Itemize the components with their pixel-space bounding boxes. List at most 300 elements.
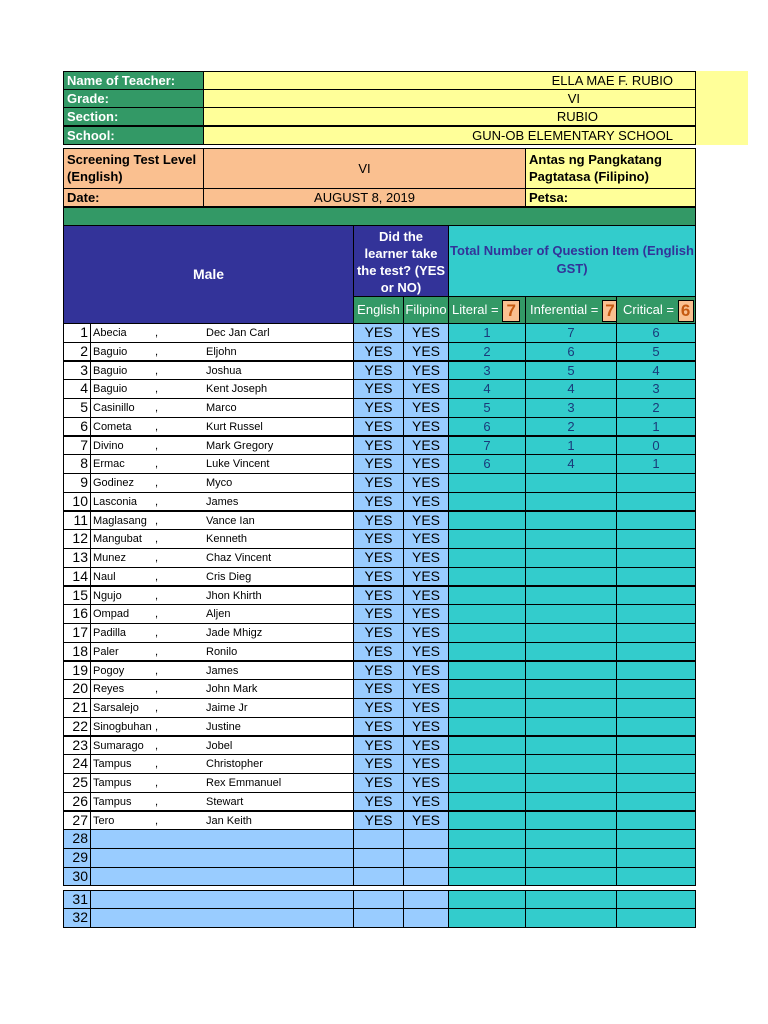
english-answer[interactable]: YES <box>353 342 404 362</box>
english-header: English <box>353 296 404 324</box>
student-name-cell[interactable] <box>90 698 354 718</box>
filipino-answer[interactable]: YES <box>403 679 449 699</box>
english-answer[interactable]: YES <box>353 361 404 381</box>
inferential-score[interactable] <box>525 473 617 493</box>
student-name-cell[interactable] <box>90 792 354 812</box>
student-name-cell[interactable] <box>90 867 354 887</box>
literal-score[interactable] <box>448 736 526 756</box>
critical-score[interactable] <box>616 567 696 587</box>
critical-score[interactable] <box>616 511 696 531</box>
filipino-answer[interactable]: YES <box>403 454 449 474</box>
filipino-answer[interactable] <box>403 908 449 928</box>
english-answer[interactable] <box>353 908 404 928</box>
row-number: 30 <box>63 867 91 887</box>
literal-score[interactable] <box>448 642 526 662</box>
filipino-answer[interactable]: YES <box>403 661 449 681</box>
student-name-cell[interactable] <box>90 398 354 418</box>
english-answer[interactable]: YES <box>353 623 404 643</box>
inferential-score[interactable]: 4 <box>525 454 617 474</box>
critical-score[interactable] <box>616 867 696 887</box>
inferential-score[interactable] <box>525 829 617 849</box>
literal-score[interactable] <box>448 604 526 624</box>
inferential-score[interactable]: 6 <box>525 342 617 362</box>
name-separator: , <box>155 777 159 789</box>
name-separator: , <box>155 720 159 733</box>
literal-score[interactable] <box>448 890 526 910</box>
student-name-cell[interactable] <box>90 908 354 928</box>
filipino-answer[interactable]: YES <box>403 398 449 418</box>
filipino-answer[interactable]: YES <box>403 773 449 793</box>
inferential-score[interactable] <box>525 679 617 699</box>
literal-score[interactable]: 3 <box>448 361 526 381</box>
critical-value[interactable]: 6 <box>678 300 694 322</box>
english-answer[interactable]: YES <box>353 417 404 437</box>
literal-score[interactable]: 6 <box>448 454 526 474</box>
filipino-answer[interactable]: YES <box>403 623 449 643</box>
english-answer[interactable]: YES <box>353 567 404 587</box>
inferential-score[interactable] <box>525 754 617 774</box>
inferential-value[interactable]: 7 <box>602 300 617 322</box>
row-number: 15 <box>63 586 91 606</box>
first-name: Kent Joseph <box>206 383 268 396</box>
english-answer[interactable]: YES <box>353 754 404 774</box>
first-name: Jaime Jr <box>206 702 248 714</box>
did-take-line1: Did the <box>378 229 424 244</box>
critical-score[interactable] <box>616 604 696 624</box>
critical-score[interactable] <box>616 773 696 793</box>
literal-score[interactable] <box>448 754 526 774</box>
last-name: Naul <box>93 570 116 583</box>
literal-score[interactable] <box>448 811 526 831</box>
critical-score[interactable] <box>616 661 696 681</box>
teacher-value[interactable]: ELLA MAE F. RUBIO <box>203 71 696 90</box>
literal-score[interactable] <box>448 908 526 928</box>
critical-score[interactable] <box>616 679 696 699</box>
filipino-answer[interactable]: YES <box>403 529 449 549</box>
first-name: Dec Jan Carl <box>206 327 270 339</box>
name-separator: , <box>155 758 159 771</box>
row-number: 8 <box>63 454 91 474</box>
student-name-cell[interactable] <box>90 567 354 587</box>
critical-score[interactable] <box>616 473 696 493</box>
inferential-score[interactable] <box>525 586 617 606</box>
first-name: Justine <box>206 720 241 733</box>
literal-value[interactable]: 7 <box>502 300 520 322</box>
literal-score[interactable] <box>448 867 526 887</box>
inferential-score[interactable] <box>525 717 617 737</box>
student-name-cell[interactable] <box>90 829 354 849</box>
yellow-margin-strip <box>695 71 748 145</box>
filipino-answer[interactable]: YES <box>403 323 449 343</box>
english-answer[interactable]: YES <box>353 454 404 474</box>
literal-score[interactable] <box>448 473 526 493</box>
critical-score[interactable]: 3 <box>616 379 696 399</box>
literal-score[interactable] <box>448 698 526 718</box>
student-name-cell[interactable] <box>90 492 354 512</box>
inferential-score[interactable] <box>525 492 617 512</box>
filipino-answer[interactable]: YES <box>403 604 449 624</box>
literal-score[interactable] <box>448 529 526 549</box>
last-name: Godinez <box>93 477 134 489</box>
inferential-score[interactable]: 2 <box>525 417 617 437</box>
critical-score[interactable]: 1 <box>616 454 696 474</box>
total-questions-line2: GST) <box>556 261 588 276</box>
english-answer[interactable]: YES <box>353 492 404 512</box>
filipino-answer[interactable]: YES <box>403 717 449 737</box>
row-number: 4 <box>63 379 91 399</box>
name-separator: , <box>155 683 159 696</box>
name-separator: , <box>155 533 159 546</box>
literal-score[interactable]: 1 <box>448 323 526 343</box>
critical-score[interactable] <box>616 754 696 774</box>
row-number: 20 <box>63 679 91 699</box>
last-name: Baguio <box>93 383 128 396</box>
filipino-answer[interactable]: YES <box>403 698 449 718</box>
student-name-cell[interactable] <box>90 586 354 606</box>
student-name-cell[interactable] <box>90 623 354 643</box>
literal-score[interactable] <box>448 623 526 643</box>
last-name: Casinillo <box>93 402 135 414</box>
inferential-score[interactable] <box>525 642 617 662</box>
row-number: 28 <box>63 829 91 849</box>
filipino-answer[interactable]: YES <box>403 736 449 756</box>
critical-score[interactable]: 0 <box>616 436 696 456</box>
english-answer[interactable]: YES <box>353 473 404 493</box>
first-name: Vance Ian <box>206 514 255 527</box>
english-answer[interactable]: YES <box>353 548 404 568</box>
filipino-answer[interactable]: YES <box>403 792 449 812</box>
literal-score[interactable] <box>448 829 526 849</box>
student-name-cell[interactable] <box>90 679 354 699</box>
critical-score[interactable]: 5 <box>616 342 696 362</box>
student-name-cell[interactable] <box>90 642 354 662</box>
filipino-answer[interactable]: YES <box>403 754 449 774</box>
first-name: Rex Emmanuel <box>206 777 282 789</box>
inferential-score[interactable]: 3 <box>525 398 617 418</box>
student-name-cell[interactable] <box>90 379 354 399</box>
inferential-score[interactable] <box>525 811 617 831</box>
last-name: Ngujo <box>93 589 122 602</box>
name-separator: , <box>155 645 159 658</box>
english-answer[interactable]: YES <box>353 323 404 343</box>
row-number: 6 <box>63 417 91 437</box>
critical-score[interactable] <box>616 717 696 737</box>
first-name: Joshua <box>206 364 242 377</box>
critical-score[interactable] <box>616 642 696 662</box>
filipino-answer[interactable]: YES <box>403 361 449 381</box>
first-name: John Mark <box>206 683 258 696</box>
last-name: Pogoy <box>93 664 125 677</box>
english-answer[interactable]: YES <box>353 586 404 606</box>
last-name: Baguio <box>93 364 128 377</box>
english-answer[interactable] <box>353 829 404 849</box>
critical-score[interactable]: 4 <box>616 361 696 381</box>
english-answer[interactable]: YES <box>353 604 404 624</box>
last-name: Abecia <box>93 327 127 339</box>
english-answer[interactable] <box>353 848 404 868</box>
critical-score[interactable] <box>616 492 696 512</box>
critical-score[interactable] <box>616 736 696 756</box>
student-name-cell[interactable] <box>90 717 354 737</box>
literal-score[interactable] <box>448 717 526 737</box>
student-name-cell[interactable] <box>90 417 354 437</box>
english-answer[interactable] <box>353 890 404 910</box>
literal-header <box>448 296 526 324</box>
inferential-score[interactable]: 5 <box>525 361 617 381</box>
row-number: 12 <box>63 529 91 549</box>
date-value[interactable]: AUGUST 8, 2019 <box>203 188 526 207</box>
last-name: Tampus <box>93 758 132 771</box>
screening-value[interactable]: VI <box>203 148 526 189</box>
last-name: Tampus <box>93 795 132 808</box>
english-answer[interactable]: YES <box>353 679 404 699</box>
name-separator: , <box>155 420 159 433</box>
first-name: James <box>206 664 239 677</box>
critical-score[interactable]: 1 <box>616 417 696 437</box>
inferential-score[interactable] <box>525 661 617 681</box>
antas-label-line2: Pagtatasa (Filipino) <box>529 169 649 184</box>
last-name: Lasconia <box>93 495 138 508</box>
inferential-score[interactable] <box>525 623 617 643</box>
grade-label: Grade: <box>63 89 204 108</box>
student-name-cell[interactable] <box>90 736 354 756</box>
english-answer[interactable]: YES <box>353 661 404 681</box>
critical-score[interactable] <box>616 811 696 831</box>
student-name-cell[interactable] <box>90 361 354 381</box>
inferential-score[interactable] <box>525 698 617 718</box>
last-name: Maglasang <box>93 514 147 527</box>
inferential-header <box>525 296 617 324</box>
grade-value[interactable]: VI <box>203 89 696 108</box>
row-number: 25 <box>63 773 91 793</box>
english-answer[interactable]: YES <box>353 773 404 793</box>
row-number: 14 <box>63 567 91 587</box>
literal-score[interactable] <box>448 567 526 587</box>
first-name: Jade Mhigz <box>206 627 263 639</box>
inferential-score[interactable] <box>525 736 617 756</box>
critical-score[interactable] <box>616 829 696 849</box>
first-name: Chaz Vincent <box>206 552 272 564</box>
first-name: Luke Vincent <box>206 458 270 471</box>
last-name: Tampus <box>93 777 132 789</box>
filipino-answer[interactable]: YES <box>403 417 449 437</box>
row-number: 22 <box>63 717 91 737</box>
student-name-cell[interactable] <box>90 604 354 624</box>
english-answer[interactable]: YES <box>353 792 404 812</box>
english-answer[interactable] <box>353 867 404 887</box>
date-label: Date: <box>63 188 204 207</box>
filipino-answer[interactable]: YES <box>403 342 449 362</box>
row-number: 18 <box>63 642 91 662</box>
inferential-score[interactable] <box>525 848 617 868</box>
name-separator: , <box>155 664 159 677</box>
first-name: Aljen <box>206 608 231 621</box>
student-name-cell[interactable] <box>90 848 354 868</box>
literal-score[interactable]: 7 <box>448 436 526 456</box>
student-name-cell[interactable] <box>90 773 354 793</box>
english-answer[interactable]: YES <box>353 436 404 456</box>
inferential-score[interactable]: 4 <box>525 379 617 399</box>
literal-score[interactable] <box>448 511 526 531</box>
literal-score[interactable] <box>448 661 526 681</box>
english-answer[interactable]: YES <box>353 379 404 399</box>
inferential-score[interactable] <box>525 867 617 887</box>
student-name-cell[interactable] <box>90 890 354 910</box>
inferential-score[interactable] <box>525 604 617 624</box>
row-number: 23 <box>63 736 91 756</box>
filipino-answer[interactable]: YES <box>403 379 449 399</box>
last-name: Tero <box>93 814 115 827</box>
inferential-score[interactable] <box>525 548 617 568</box>
row-number: 11 <box>63 511 91 531</box>
did-take-line2: learner take <box>364 246 438 261</box>
literal-score[interactable]: 2 <box>448 342 526 362</box>
last-name: Sumarago <box>93 739 144 752</box>
literal-score[interactable] <box>448 848 526 868</box>
last-name: Sarsalejo <box>93 702 139 714</box>
name-separator: , <box>155 608 159 621</box>
critical-score[interactable] <box>616 848 696 868</box>
row-number: 2 <box>63 342 91 362</box>
section-label: Section: <box>63 107 204 126</box>
filipino-answer[interactable]: YES <box>403 473 449 493</box>
last-name: Padilla <box>93 627 127 639</box>
first-name: Cris Dieg <box>206 570 252 583</box>
english-answer[interactable]: YES <box>353 642 404 662</box>
name-separator: , <box>155 383 159 396</box>
last-name: Reyes <box>93 683 125 696</box>
last-name: Ompad <box>93 608 130 621</box>
first-name: Ronilo <box>206 645 238 658</box>
student-name-cell[interactable] <box>90 436 354 456</box>
filipino-answer[interactable]: YES <box>403 511 449 531</box>
filipino-answer[interactable]: YES <box>403 492 449 512</box>
last-name: Divino <box>93 439 124 452</box>
english-answer[interactable]: YES <box>353 529 404 549</box>
section-value[interactable]: RUBIO <box>203 107 696 126</box>
inferential-score[interactable]: 1 <box>525 436 617 456</box>
critical-score[interactable] <box>616 792 696 812</box>
literal-label: Literal = <box>452 302 499 317</box>
filipino-answer[interactable]: YES <box>403 548 449 568</box>
literal-score[interactable] <box>448 679 526 699</box>
did-take-line4: or NO) <box>380 280 422 295</box>
student-name-cell[interactable] <box>90 511 354 531</box>
filipino-answer[interactable]: YES <box>403 436 449 456</box>
critical-score[interactable] <box>616 698 696 718</box>
filipino-answer[interactable]: YES <box>403 586 449 606</box>
critical-header <box>616 296 696 324</box>
name-separator: , <box>155 327 159 339</box>
last-name: Ermac <box>93 458 125 471</box>
critical-score[interactable] <box>616 586 696 606</box>
critical-score[interactable] <box>616 908 696 928</box>
filipino-answer[interactable] <box>403 890 449 910</box>
student-name-cell[interactable] <box>90 473 354 493</box>
literal-score[interactable] <box>448 792 526 812</box>
total-questions-line1: Total Number of Question Item (English <box>450 243 694 258</box>
english-answer[interactable]: YES <box>353 398 404 418</box>
screening-label-line2: (English) <box>67 169 123 184</box>
literal-score[interactable] <box>448 586 526 606</box>
first-name: James <box>206 495 239 508</box>
school-value[interactable]: GUN-OB ELEMENTARY SCHOOL <box>203 126 696 145</box>
row-number: 26 <box>63 792 91 812</box>
english-answer[interactable]: YES <box>353 698 404 718</box>
critical-score[interactable] <box>616 529 696 549</box>
filipino-answer[interactable]: YES <box>403 567 449 587</box>
inferential-score[interactable] <box>525 773 617 793</box>
row-number: 1 <box>63 323 91 343</box>
english-answer[interactable]: YES <box>353 511 404 531</box>
filipino-answer[interactable] <box>403 829 449 849</box>
literal-score[interactable]: 4 <box>448 379 526 399</box>
name-separator: , <box>155 739 159 752</box>
row-number: 31 <box>63 890 91 910</box>
literal-score[interactable]: 5 <box>448 398 526 418</box>
student-name-cell[interactable] <box>90 529 354 549</box>
english-answer[interactable]: YES <box>353 736 404 756</box>
row-number: 21 <box>63 698 91 718</box>
inferential-score[interactable]: 7 <box>525 323 617 343</box>
inferential-score[interactable] <box>525 792 617 812</box>
first-name: Jan Keith <box>206 814 252 827</box>
first-name: Myco <box>206 477 233 489</box>
critical-score[interactable]: 6 <box>616 323 696 343</box>
english-answer[interactable]: YES <box>353 811 404 831</box>
student-name-cell[interactable] <box>90 661 354 681</box>
filipino-answer[interactable]: YES <box>403 811 449 831</box>
student-name-cell[interactable] <box>90 811 354 831</box>
name-separator: , <box>155 477 159 489</box>
critical-score[interactable] <box>616 623 696 643</box>
row-number: 19 <box>63 661 91 681</box>
student-name-cell[interactable] <box>90 342 354 362</box>
student-name-cell[interactable] <box>90 454 354 474</box>
inferential-score[interactable] <box>525 511 617 531</box>
literal-score[interactable] <box>448 492 526 512</box>
student-name-cell[interactable] <box>90 548 354 568</box>
school-label: School: <box>63 126 204 145</box>
critical-label: Critical = <box>623 302 674 317</box>
inferential-score[interactable] <box>525 529 617 549</box>
inferential-score[interactable] <box>525 908 617 928</box>
critical-score[interactable] <box>616 890 696 910</box>
english-answer[interactable]: YES <box>353 717 404 737</box>
first-name: Jobel <box>206 739 233 752</box>
literal-score[interactable] <box>448 773 526 793</box>
name-separator: , <box>155 345 159 358</box>
inferential-score[interactable] <box>525 567 617 587</box>
row-number: 16 <box>63 604 91 624</box>
inferential-score[interactable] <box>525 890 617 910</box>
last-name: Mangubat <box>93 533 142 546</box>
row-number: 27 <box>63 811 91 831</box>
screening-label <box>63 148 204 189</box>
student-name-cell[interactable] <box>90 323 354 343</box>
literal-score[interactable] <box>448 548 526 568</box>
student-name-cell[interactable] <box>90 754 354 774</box>
filipino-answer[interactable]: YES <box>403 642 449 662</box>
critical-score[interactable] <box>616 548 696 568</box>
first-name: Jhon Khirth <box>206 589 262 602</box>
first-name: Christopher <box>206 758 263 771</box>
literal-score[interactable]: 6 <box>448 417 526 437</box>
filipino-answer[interactable] <box>403 867 449 887</box>
name-separator: , <box>155 814 159 827</box>
filipino-answer[interactable] <box>403 848 449 868</box>
critical-score[interactable]: 2 <box>616 398 696 418</box>
